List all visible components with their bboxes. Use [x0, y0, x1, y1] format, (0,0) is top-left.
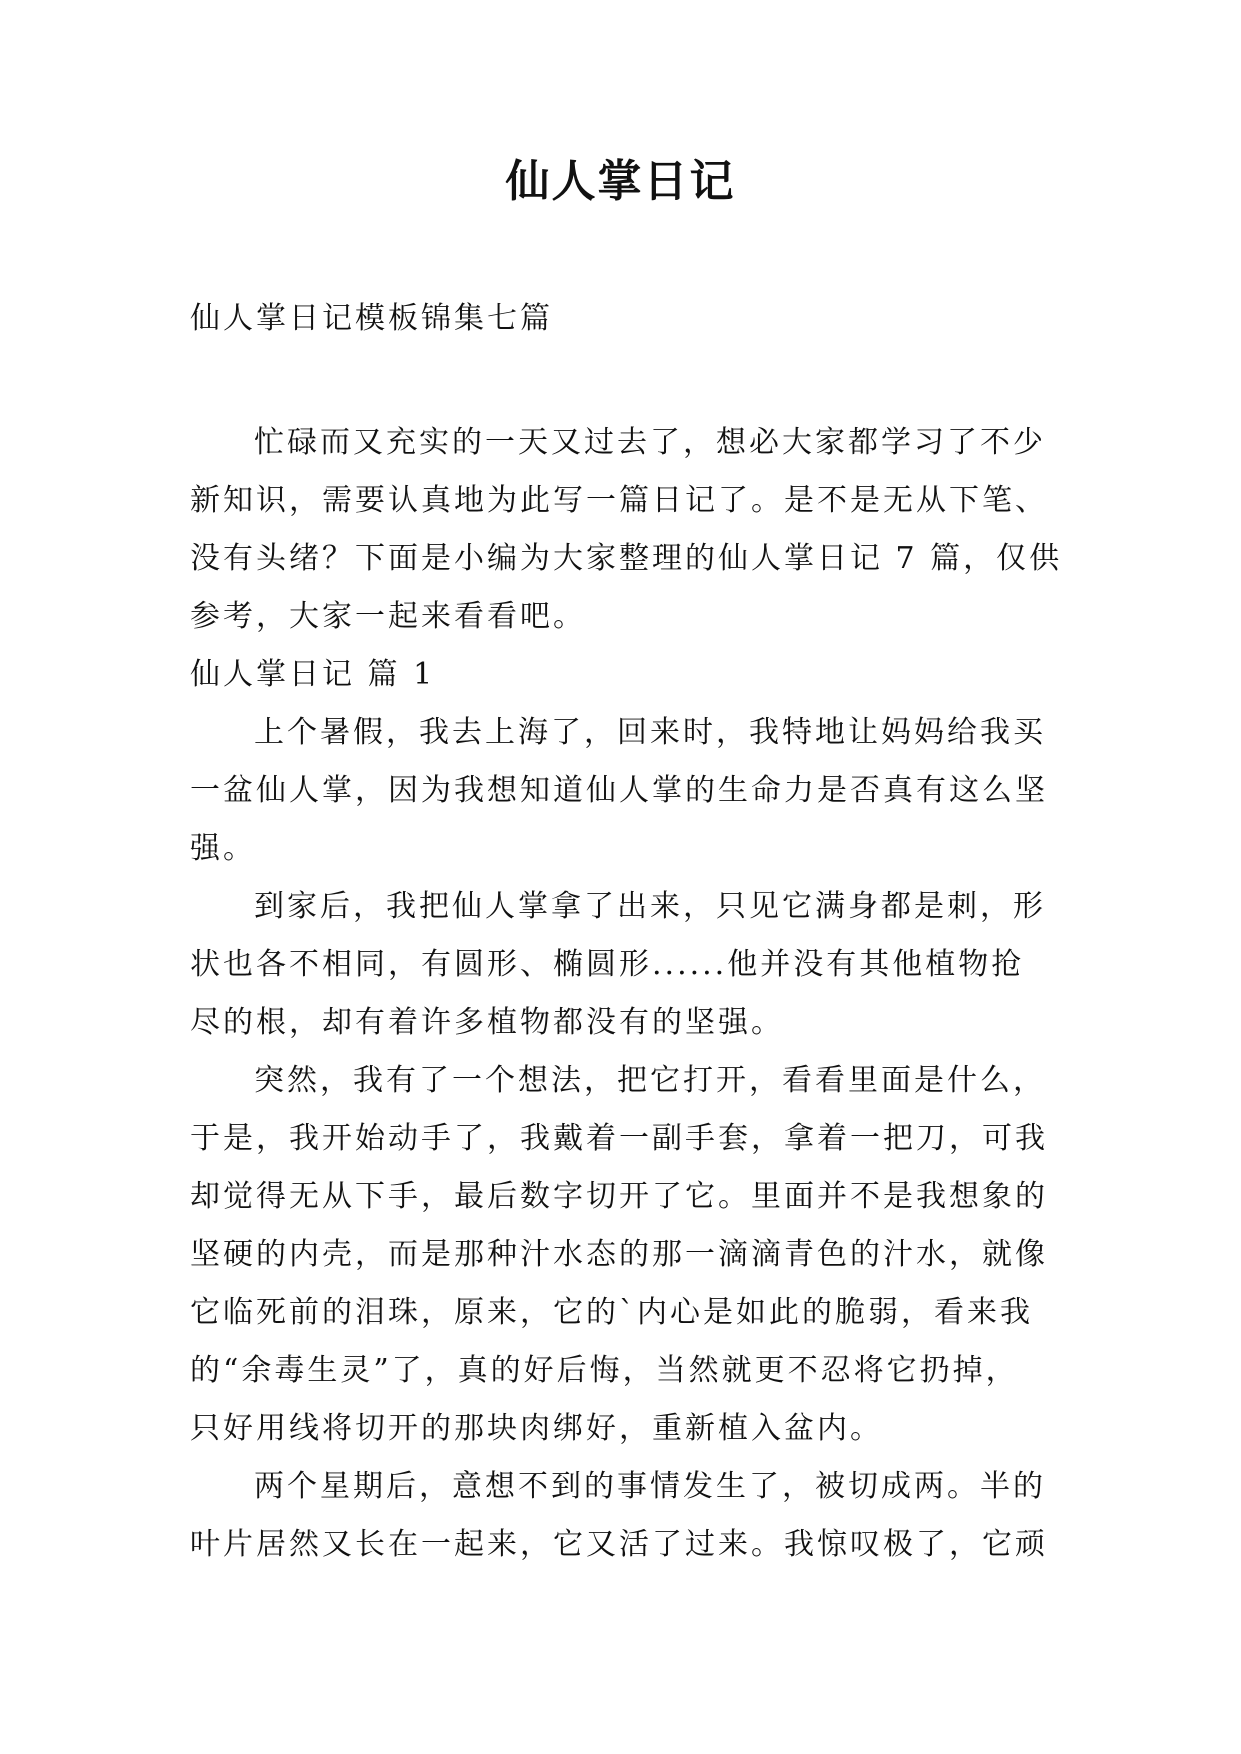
- paragraph-line: 只好用线将切开的那块肉绑好，重新植入盆内。: [190, 1411, 883, 1446]
- paragraph-line: 叶片居然又长在一起来，它又活了过来。我惊叹极了，它顽: [190, 1527, 1048, 1562]
- paragraph-line: 两个星期后，意想不到的事情发生了，被切成两。半的: [254, 1469, 1046, 1504]
- paragraph-line: 强。: [190, 831, 256, 866]
- document-subtitle: 仙人掌日记模板锦集七篇: [190, 301, 553, 336]
- paragraph-spacer: [190, 348, 1058, 414]
- document-title: 仙人掌日记: [505, 156, 736, 207]
- paragraph-line: 尽的根，却有着许多植物都没有的坚强。: [190, 1005, 784, 1040]
- paragraph-line: 一盆仙人掌，因为我想知道仙人掌的生命力是否真有这么坚: [190, 773, 1048, 808]
- paragraph-line: 于是，我开始动手了，我戴着一副手套，拿着一把刀，可我: [190, 1121, 1048, 1156]
- paragraph-line: 它临死前的泪珠，原来，它的`内心是如此的脆弱，看来我: [190, 1295, 1033, 1330]
- paragraph-line: 坚硬的内壳，而是那种汁水态的那一滴滴青色的汁水，就像: [190, 1237, 1048, 1272]
- paragraph-line: 却觉得无从下手，最后数字切开了它。里面并不是我想象的: [190, 1179, 1048, 1214]
- intro-line: 忙碌而又充实的一天又过去了，想必大家都学习了不少: [254, 425, 1046, 460]
- paragraph-line: 突然，我有了一个想法，把它打开，看看里面是什么，: [254, 1063, 1046, 1098]
- document-body: [190, 290, 1063, 1574]
- intro-line: 没有头绪？下面是小编为大家整理的仙人掌日记 7 篇，仅供: [190, 541, 1063, 576]
- paragraph-line: 到家后，我把仙人掌拿了出来，只见它满身都是刺，形: [254, 889, 1046, 924]
- paragraph-line: 上个暑假，我去上海了，回来时，我特地让妈妈给我买: [254, 715, 1046, 750]
- intro-line: 参考，大家一起来看看吧。: [190, 599, 586, 634]
- paragraph-line: 的“余毒生灵”了，真的好后悔，当然就更不忍将它扔掉，: [190, 1353, 1019, 1388]
- intro-line: 新知识，需要认真地为此写一篇日记了。是不是无从下笔、: [190, 483, 1048, 518]
- paragraph-line: 状也各不相同，有圆形、椭圆形......他并没有其他植物抢: [190, 947, 1025, 982]
- section-heading: 仙人掌日记 篇 1: [190, 657, 436, 692]
